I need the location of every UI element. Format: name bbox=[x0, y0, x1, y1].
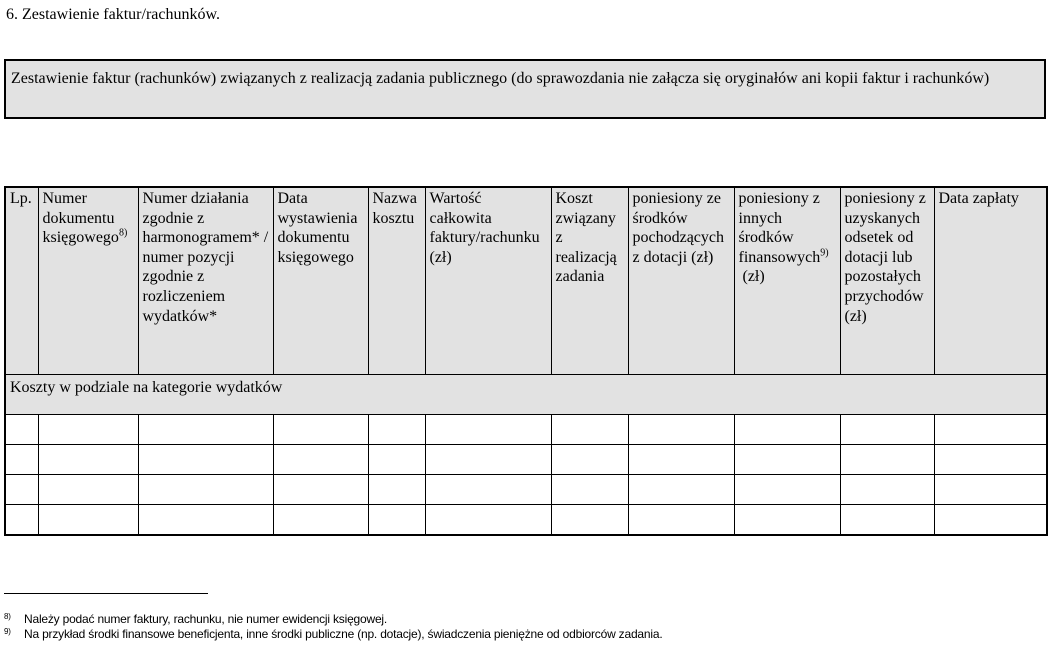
table-cell[interactable] bbox=[425, 475, 551, 505]
footnote-8 bbox=[4, 612, 662, 627]
table-cell[interactable] bbox=[138, 505, 273, 536]
table-cell[interactable] bbox=[38, 475, 138, 505]
footnote-ref-9: 9) bbox=[820, 247, 829, 259]
table-cell[interactable] bbox=[934, 475, 1047, 505]
table-cell[interactable] bbox=[551, 475, 628, 505]
category-row bbox=[5, 375, 1047, 415]
footnote-mark: 9) bbox=[4, 627, 11, 636]
table-cell[interactable] bbox=[368, 445, 425, 475]
header-total-value: Wartość całkowita faktury/rachunku (zł) bbox=[425, 187, 551, 375]
table-cell[interactable] bbox=[38, 445, 138, 475]
header-payment-date: Data zapłaty bbox=[934, 187, 1047, 375]
header-document-number: Numer dokumentu księgowego$^{8)}$ bbox=[38, 187, 138, 375]
footnote-text: Na przykład środki finansowe beneficjenta, inne środki publiczne (np. dotacje), świadczenia pieniężne od odbiorców zadania. bbox=[24, 627, 663, 641]
header-from-grant: poniesiony ze środków pochodzących z dotacji (zł) bbox=[628, 187, 734, 375]
table-row bbox=[5, 415, 1047, 445]
table-cell[interactable] bbox=[5, 415, 38, 445]
footnote-ref-8: 8) bbox=[118, 227, 128, 239]
table-cell[interactable] bbox=[273, 475, 368, 505]
table-cell[interactable] bbox=[734, 505, 840, 536]
table-row bbox=[5, 445, 1047, 475]
table-cell[interactable] bbox=[628, 415, 734, 445]
table-description: Zestawienie faktur (rachunków) związanych z realizacją zadania publicznego (do sprawozdania nie załącza się oryginałów ani kopii faktur i rachunków) bbox=[4, 59, 1046, 119]
footnote-text: Należy podać numer faktury, rachunku, nie numer ewidencji księgowej. bbox=[24, 612, 388, 626]
table-cell[interactable] bbox=[5, 475, 38, 505]
header-cost-name: Nazwa kosztu bbox=[368, 187, 425, 375]
header-lp: Lp. bbox=[5, 187, 38, 375]
table-cell[interactable] bbox=[38, 415, 138, 445]
table-cell[interactable] bbox=[734, 475, 840, 505]
table-cell[interactable] bbox=[934, 445, 1047, 475]
header-action-number: Numer działania zgodnie z harmonogramem* / numer pozycji zgodnie z rozliczeniem wydatków* bbox=[138, 187, 273, 375]
table-cell[interactable] bbox=[551, 505, 628, 536]
table-cell[interactable] bbox=[425, 445, 551, 475]
table-cell[interactable] bbox=[840, 415, 934, 445]
table-cell[interactable] bbox=[5, 505, 38, 536]
table-cell[interactable] bbox=[368, 475, 425, 505]
table-cell[interactable] bbox=[734, 445, 840, 475]
table-cell[interactable] bbox=[273, 445, 368, 475]
header-from-interest: poniesiony z uzyskanych odsetek od dotacji lub pozostałych przychodów (zł) bbox=[840, 187, 934, 375]
table-cell[interactable] bbox=[138, 415, 273, 445]
header-row bbox=[5, 187, 1047, 375]
table-cell[interactable] bbox=[138, 475, 273, 505]
category-label: Koszty w podziale na kategorie wydatków bbox=[5, 375, 1047, 415]
table-row bbox=[5, 505, 1047, 536]
footnotes bbox=[4, 612, 662, 642]
table-cell[interactable] bbox=[934, 415, 1047, 445]
table-cell[interactable] bbox=[628, 475, 734, 505]
table-cell[interactable] bbox=[628, 445, 734, 475]
table-row bbox=[5, 475, 1047, 505]
table-cell[interactable] bbox=[138, 445, 273, 475]
table-cell[interactable] bbox=[273, 505, 368, 536]
footnote-mark: 8) bbox=[4, 612, 11, 621]
table-cell[interactable] bbox=[628, 505, 734, 536]
table-cell[interactable] bbox=[934, 505, 1047, 536]
table-cell[interactable] bbox=[5, 445, 38, 475]
section-title: 6. Zestawienie faktur/rachunków. bbox=[6, 6, 220, 23]
table-cell[interactable] bbox=[551, 415, 628, 445]
header-from-other-funds: poniesiony z innych środków finansowych$^{9)}$ (zł) bbox=[734, 187, 840, 375]
footnote-9 bbox=[4, 627, 662, 642]
table-cell[interactable] bbox=[368, 415, 425, 445]
table-cell[interactable] bbox=[840, 505, 934, 536]
table-cell[interactable] bbox=[734, 415, 840, 445]
table-cell[interactable] bbox=[425, 415, 551, 445]
table-cell[interactable] bbox=[38, 505, 138, 536]
table-cell[interactable] bbox=[273, 415, 368, 445]
header-issue-date: Data wystawienia dokumentu księgowego bbox=[273, 187, 368, 375]
table-cell[interactable] bbox=[840, 475, 934, 505]
header-task-cost: Koszt związany z realizacją zadania bbox=[551, 187, 628, 375]
invoice-table bbox=[4, 186, 1048, 536]
table-cell[interactable] bbox=[551, 445, 628, 475]
table-cell[interactable] bbox=[425, 505, 551, 536]
table-cell[interactable] bbox=[840, 445, 934, 475]
table-cell[interactable] bbox=[368, 505, 425, 536]
footnote-divider bbox=[4, 593, 208, 594]
